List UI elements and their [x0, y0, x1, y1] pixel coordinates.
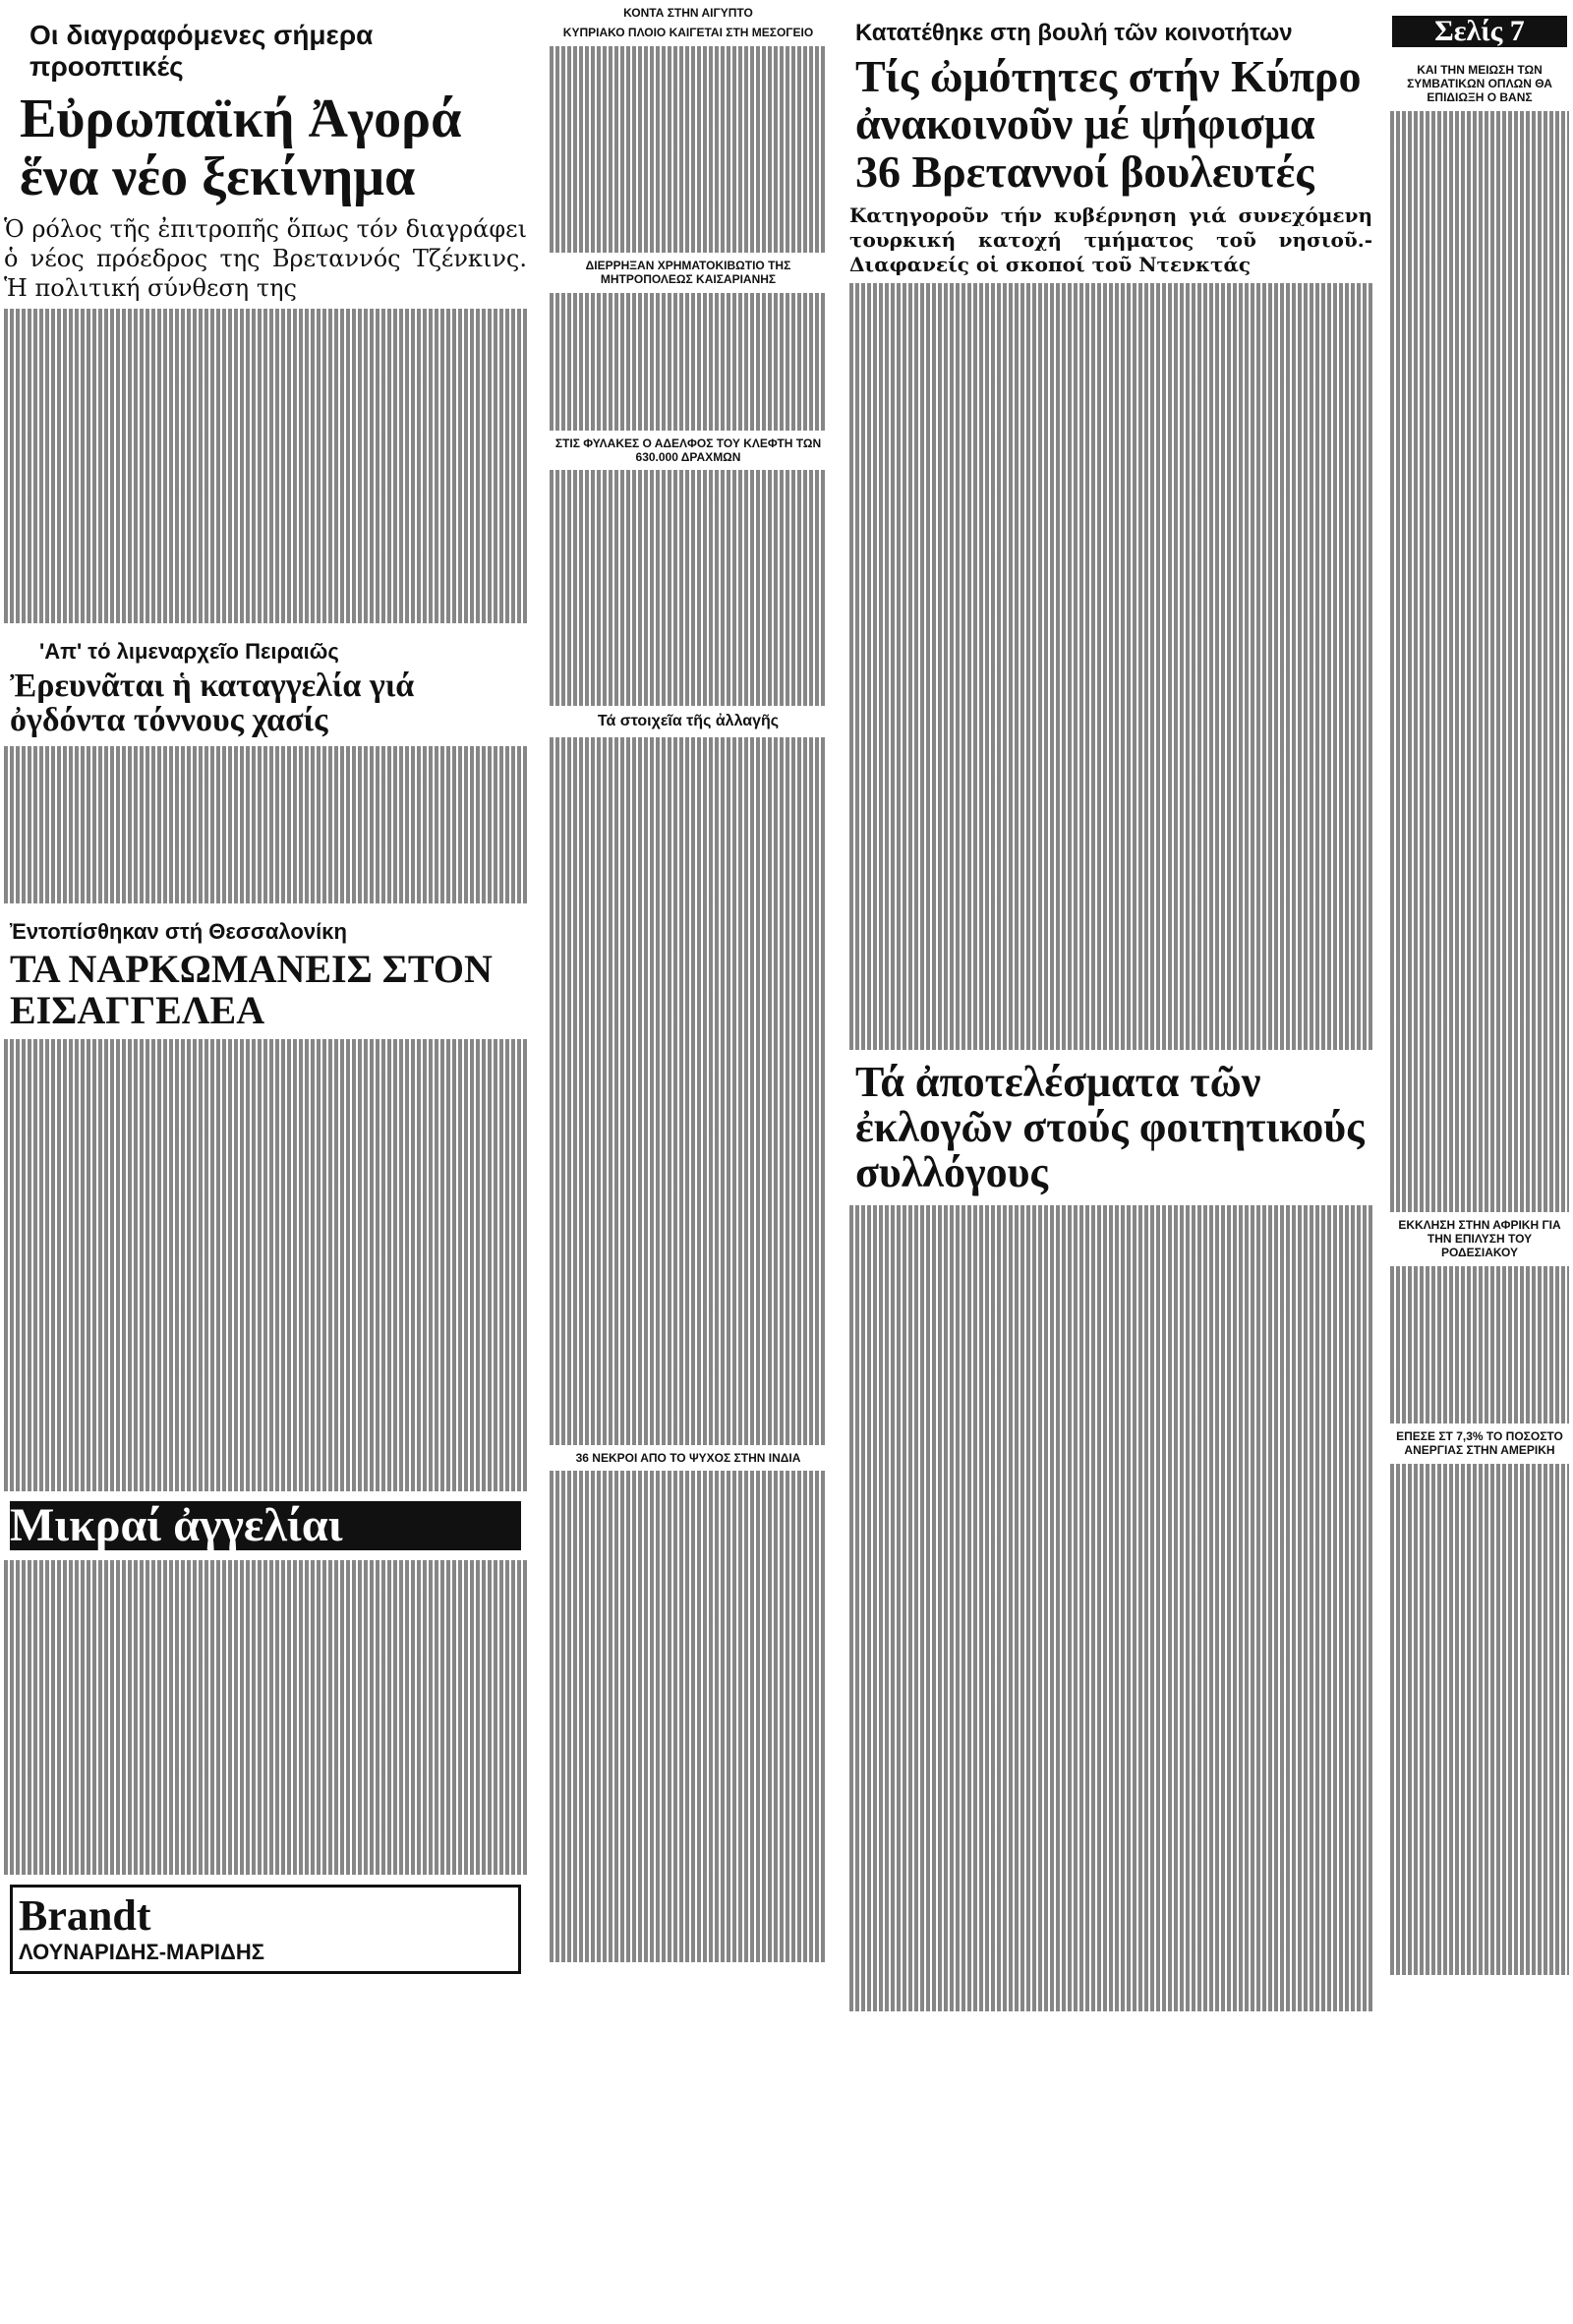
- cyprus-kicker: ΚΟΝΤΑ ΣΤΗΝ ΑΙΓΥΠΤΟ: [623, 6, 753, 20]
- classifieds-text: [4, 1560, 527, 1875]
- vance-title: ΚΑΙ ΤΗΝ ΜΕΙΩΣΗ ΤΩΝ ΣΥΜΒΑΤΙΚΩΝ ΟΠΛΩΝ ΘΑ ΕΠΙΔΙΩΞΗ Ο ΒΑΝΣ: [1407, 62, 1552, 105]
- body-text: [550, 737, 827, 1445]
- uk-title: Τίς ὠμότητες στήν Κύπρο ἀνακοινοῦν μέ ψήφισμα 36 Βρεταννοί βουλευτές: [855, 51, 1362, 197]
- piraeus-kicker: 'Απ' τό λιμεναρχεῖο Πειραιῶς: [39, 638, 339, 664]
- brandt-line: ΛΟΥΝΑΡΙΔΗΣ-ΜΑΡΙΔΗΣ: [19, 1939, 264, 1964]
- body-text: [849, 1205, 1372, 2011]
- uk-deck: Κατηγοροῦν τήν κυβέρνηση γιά συνεχόμενη τουρκική κατοχή τμήματος τοῦ νησιοῦ.- Διαφανείς οἱ σκοποί τοῦ Ντενκτάς: [849, 203, 1372, 276]
- left-column: [0, 0, 531, 2324]
- piraeus-title: Ἐρευνᾶται ἡ καταγγελία γιά ὀγδόντα τόννους χασίς: [10, 667, 415, 739]
- lead-title: Εὐρωπαϊκή Ἀγορά ἕνα νέο ξεκίνημα: [20, 88, 462, 207]
- body-text: [1390, 1266, 1569, 1423]
- body-text: [849, 283, 1372, 1050]
- lead-deck: Ὁ ρόλος τῆς ἐπιτροπῆς ὅπως τόν διαγράφει ὁ νέος πρόεδρος της Βρεταννός Τζένκινς. Ἡ πολιτική σύνθεση της: [4, 214, 527, 302]
- uk-kicker: Κατατέθηκε στη βουλή τῶν κοινοτήτων: [855, 20, 1293, 46]
- body-text: [4, 1039, 527, 1491]
- america-title: ΕΠΕΣΕ ΣΤ 7,3% ΤΟ ΠΟΣΟΣΤΟ ΑΝΕΡΓΙΑΣ ΣΤΗΝ ΑΜΕΡΙΚΗ: [1396, 1428, 1563, 1458]
- narcotics-title: ΤΑ ΝΑΡΚΩΜΑΝΕΙΣ ΣΤΟΝ ΕΙΣΑΓΓΕΛΕΑ: [10, 946, 493, 1032]
- classifieds-title: Μικραί ἀγγελίαι: [10, 1501, 521, 1550]
- narcotics-kicker: Ἐντοπίσθηκαν στή Θεσσαλονίκη: [10, 918, 347, 944]
- bishop-title: ΔΙΕΡΡΗΞΑΝ ΧΡΗΜΑΤΟΚΙΒΩΤΙΟ ΤΗΣ ΜΗΤΡΟΠΟΛΕΩΣ ΚΑΙΣΑΡΙΑΝΗΣ: [585, 258, 791, 287]
- africa-title: ΕΚΚΛΗΣΗ ΣΤΗΝ ΑΦΡΙΚΗ ΓΙΑ ΤΗΝ ΕΠΙΛΥΣΗ ΤΟΥ ΡΟΔΕΣΙΑΚΟΥ: [1398, 1217, 1561, 1260]
- masthead-logo: Σελίς 7: [1392, 16, 1567, 47]
- body-text: [550, 1471, 827, 1962]
- right-center-column: [845, 0, 1376, 2324]
- body-text: [1390, 1464, 1569, 1975]
- body-text: [550, 293, 827, 431]
- middle-column: [546, 0, 831, 2324]
- body-text: [4, 309, 527, 623]
- lead-kicker: Οι διαγραφόμενες σήμερα προοπτικές: [29, 20, 374, 82]
- brandt-ad: [10, 1885, 521, 1973]
- body-text: [4, 746, 527, 903]
- changes-title: Τά στοιχεῖα τῆς ἀλλαγῆς: [597, 713, 780, 730]
- body-text: [550, 46, 827, 253]
- body-text: [1390, 111, 1569, 1212]
- india-title: 36 ΝΕΚΡΟΙ ΑΠΟ ΤΟ ΨΥΧΟΣ ΣΤΗΝ ΙΝΔΙΑ: [575, 1450, 801, 1465]
- thief-title: ΣΤΙΣ ΦΥΛΑΚΕΣ Ο ΑΔΕΛΦΟΣ ΤΟΥ ΚΛΕΦΤΗ ΤΩΝ 630.000 ΔΡΑΧΜΩΝ: [554, 436, 822, 464]
- cyprus-title: ΚΥΠΡΙΑΚΟ ΠΛΟΙΟ ΚΑΙΓΕΤΑΙ ΣΤΗ ΜΕΣΟΓΕΙΟ: [562, 26, 814, 40]
- right-column: [1386, 0, 1573, 2324]
- brandt-logo: Brandt: [19, 1891, 151, 1941]
- elections-title: Τά ἀποτελέσματα τῶν ἐκλογῶν στούς φοιτητικούς συλλόγους: [855, 1057, 1365, 1197]
- body-text: [550, 470, 827, 706]
